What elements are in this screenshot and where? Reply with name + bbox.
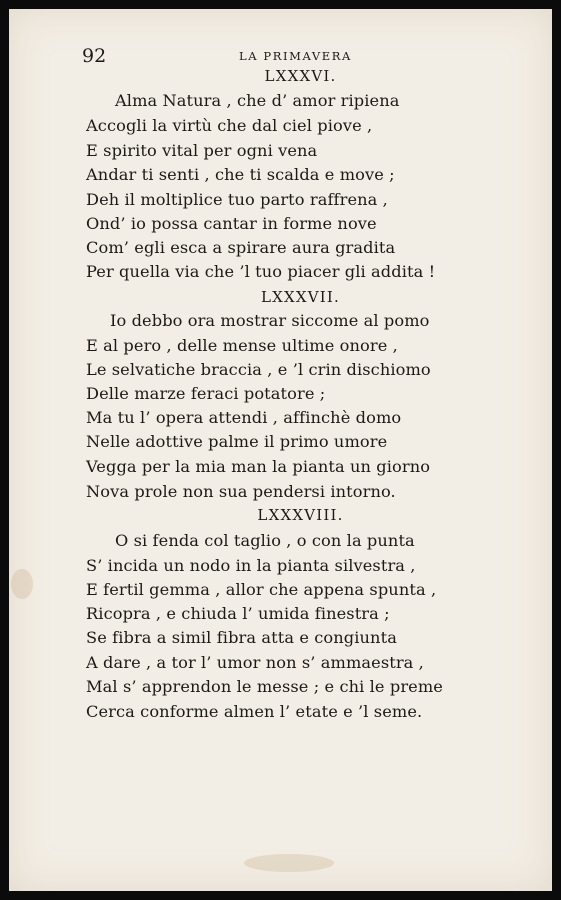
verse-line: Nova prole non sua pendersi intorno. [86, 482, 396, 501]
paper-stain [11, 569, 33, 599]
running-head: LA PRIMAVERA [239, 49, 352, 63]
verse-line: Io debbo ora mostrar siccome al pomo [110, 311, 430, 330]
verse-line: Vegga per la mia man la pianta un giorno [86, 457, 431, 476]
verse-line: Ricopra , e chiuda l’ umida finestra ; [86, 604, 390, 623]
verse-line: Per quella via che ’l tuo piacer gli addita ! [86, 262, 436, 281]
verse-line: Nelle adottive palme il primo umore [86, 432, 388, 451]
page-number: 92 [82, 45, 107, 67]
verse-line: Le selvatiche braccia , e ’l crin dischiomo [86, 360, 431, 379]
verse-line: Alma Natura , che d’ amor ripiena [115, 91, 400, 110]
book-page [9, 9, 552, 891]
verse-line: E spirito vital per ogni vena [86, 141, 318, 160]
verse-line: O si fenda col taglio , o con la punta [115, 531, 415, 550]
verse-line: Cerca conforme almen l’ etate e ’l seme. [86, 702, 423, 721]
verse-line: Com’ egli esca a spirare aura gradita [86, 238, 396, 257]
stanza-number: LXXXVI. [264, 67, 337, 85]
verse-line: Se fibra a simil fibra atta e congiunta [86, 628, 397, 647]
verse-line: Ma tu l’ opera attendi , affinchè domo [86, 408, 402, 427]
verse-line: Mal s’ apprendon le messe ; e chi le preme [86, 677, 443, 696]
paper-stain [244, 854, 334, 872]
verse-line: Accogli la virtù che dal ciel piove , [86, 116, 373, 135]
verse-line: Andar ti senti , che ti scalda e move ; [86, 165, 395, 184]
verse-line: Delle marze feraci potatore ; [86, 384, 326, 403]
verse-line: Deh il moltiplice tuo parto raffrena , [86, 190, 388, 209]
verse-line: S’ incida un nodo in la pianta silvestra , [86, 556, 416, 575]
verse-line: A dare , a tor l’ umor non s’ ammaestra , [86, 653, 424, 672]
verse-line: E al pero , delle mense ultime onore , [86, 336, 398, 355]
verse-line: Ond’ io possa cantar in forme nove [86, 214, 377, 233]
verse-line: E fertil gemma , allor che appena spunta , [86, 580, 437, 599]
stanza-number: LXXXVIII. [257, 506, 344, 524]
stanza-number: LXXXVII. [260, 288, 341, 306]
